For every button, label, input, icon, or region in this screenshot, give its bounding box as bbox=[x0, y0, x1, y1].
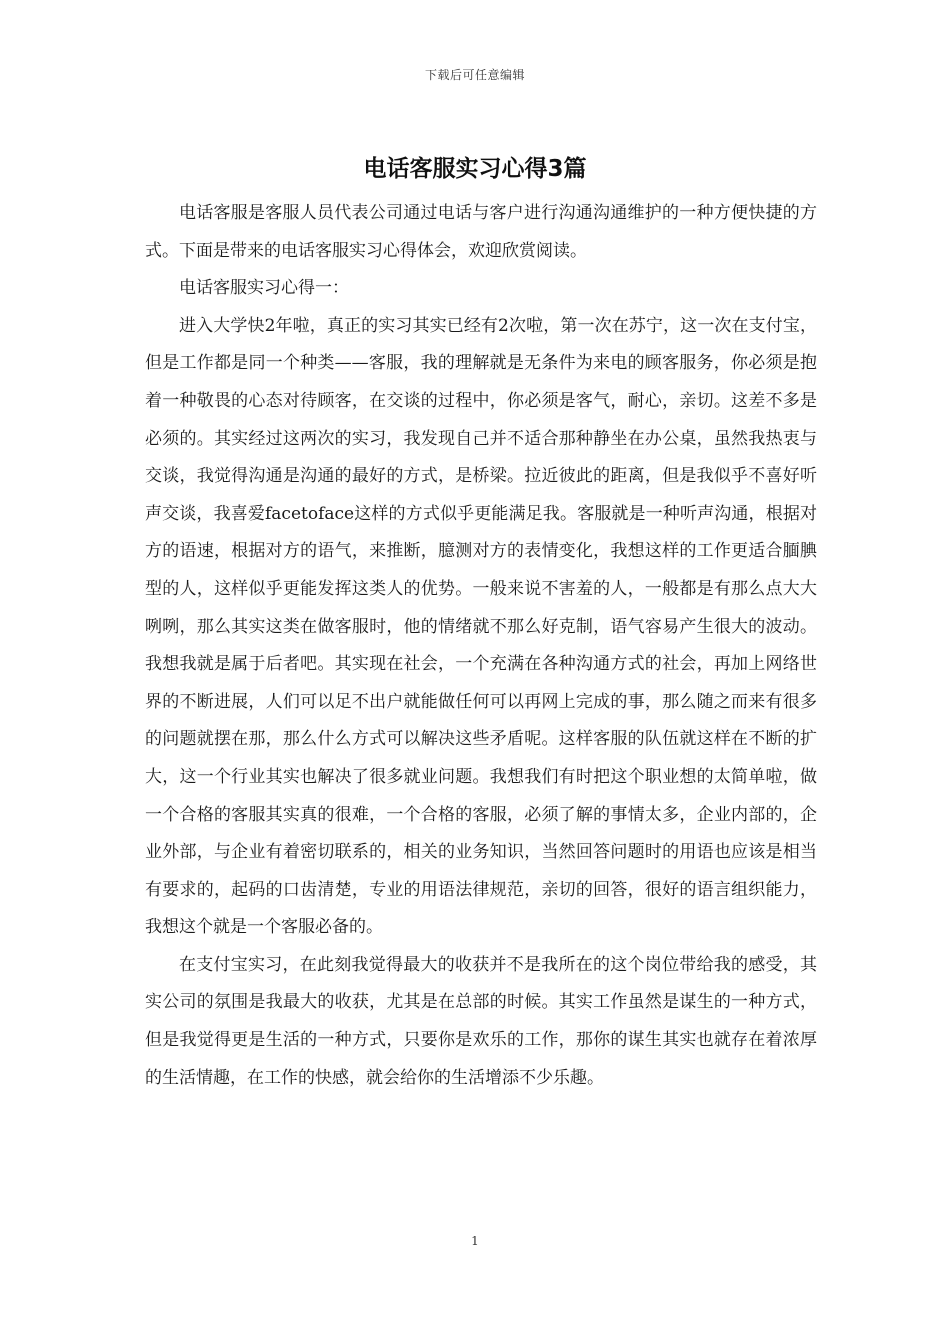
intro-paragraph: 电话客服是客服人员代表公司通过电话与客户进行沟通沟通维护的一种方便快捷的方式。下面是带来的电话客服实习心得体会，欢迎欣赏阅读。 bbox=[145, 203, 817, 261]
document-title: 电话客服实习心得3篇 bbox=[363, 156, 587, 182]
document-body bbox=[145, 195, 817, 1097]
header-note: 下载后可任意编辑 bbox=[424, 68, 525, 82]
body-paragraph: 在支付宝实习，在此刻我觉得最大的收获并不是我所在的这个岗位带给我的感受，其实公司的氛围是我最大的收获，尤其是在总部的时候。其实工作虽然是谋生的一种方式，但是我觉得更是生活的一种方式，只要你是欢乐的工作，那你的谋生其实也就存在着浓厚的生活情趣，在工作的快感，就会给你的生活增添不少乐趣。 bbox=[145, 954, 817, 1088]
page-number: 1 bbox=[471, 1234, 479, 1248]
section-heading-one: 电话客服实习心得一： bbox=[179, 278, 349, 299]
body-paragraph: 进入大学快2年啦，真正的实习其实已经有2次啦，第一次在苏宁，这一次在支付宝，但是工作都是同一个种类——客服，我的理解就是无条件为来电的顾客服务，你必须是抱着一种敬畏的心态对待顾客，在交谈的过程中，你必须是客气，耐心，亲切。这差不多是必须的。其实经过这两次的实习，我发现自己并不适合那种静坐在办公桌，虽然我热衷与交谈，我觉得沟通是沟通的最好的方式，是桥梁。拉近彼此的距离，但是我似乎不喜好听声交谈，我喜爱facetoface这样的方式似乎更能满足我。客服就是一种听声沟通，根据对方的语速，根据对方的语气，来推断，臆测对方的表情变化，我想这样的工作更适合腼腆型的人，这样似乎更能发挥这类人的优势。一般来说不害羞的人，一般都是有那么点大大咧咧，那么其实这类在做客服时，他的情绪就不那么好克制，语气容易产生很大的波动。我想我就是属于后者吧。其实现在社会，一个充满在各种沟通方式的社会，再加上网络世界的不断进展，人们可以足不出户就能做任何可以再网上完成的事，那么随之而来有很多的问题就摆在那，那么什么方式可以解决这些矛盾呢。这样客服的队伍就这样在不断的扩大，这一个行业其实也解决了很多就业问题。我想我们有时把这个职业想的太简单啦，做一个合格的客服其实真的很难，一个合格的客服，必须了解的事情太多，企业内部的，企业外部，与企业有着密切联系的，相关的业务知识，当然回答问题时的用语也应该是相当有要求的，起码的口齿清楚，专业的用语法律规范，亲切的回答，很好的语言组织能力，我想这个就是一个客服必备的。 bbox=[145, 315, 817, 938]
